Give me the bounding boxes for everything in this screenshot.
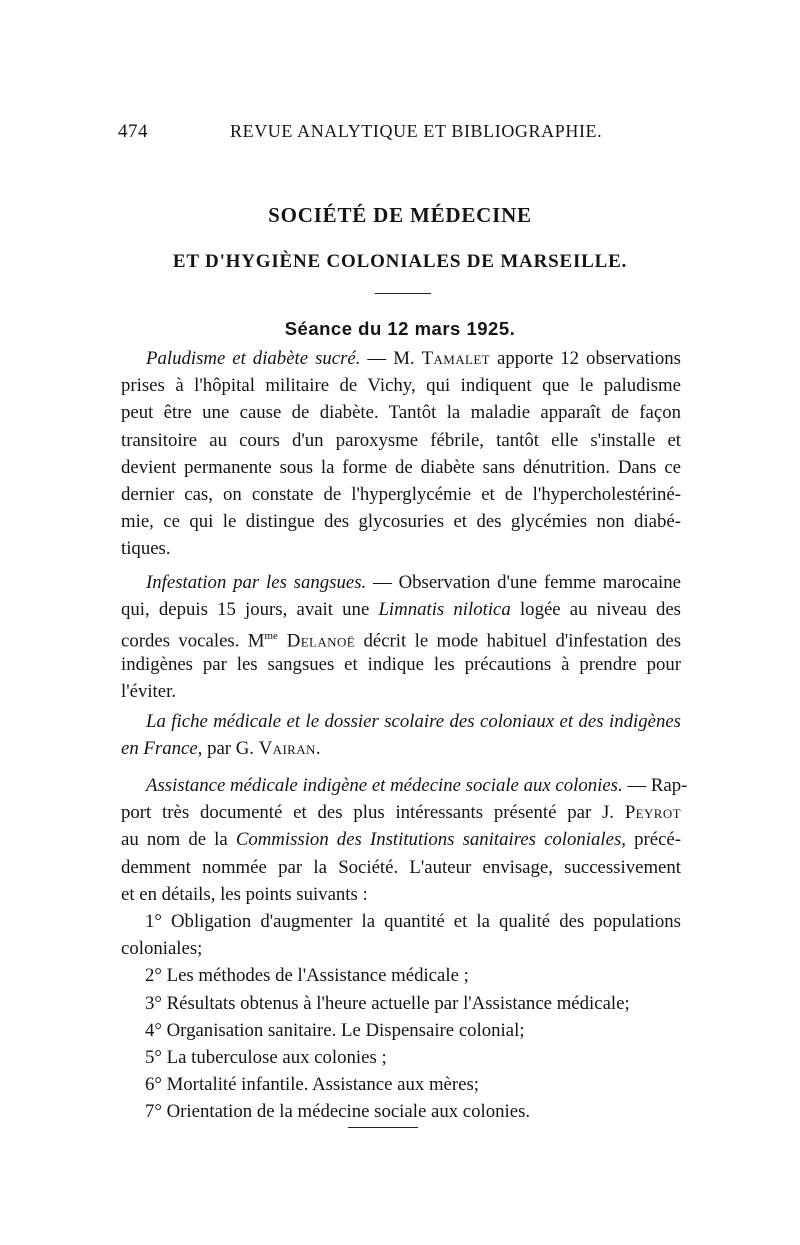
page-number: 474 [118,121,148,142]
para3-line2: en France, par G. Vairan. [121,738,321,760]
para4-line1: Assistance médicale indigène et médecine sociale aux colonies. — Rap- [146,775,688,796]
para4-line4: demment nommée par la Société. L'auteur envisage, successivement [121,856,681,878]
para4-line2: port très documenté et des plus intéressants présenté par J. Peyrot [121,802,681,824]
para1-heading: Paludisme et diabète sucré. [146,348,361,369]
para4-heading: Assistance médicale indigène et médecine sociale aux colonies. [146,775,623,796]
species-name: Limnatis nilotica [378,599,511,621]
society-subtitle: ET D'HYGIÈNE COLONIALES DE MARSEILLE. [172,251,628,272]
author-name: Delanoë [277,630,356,652]
para2-line5: l'éviter. [121,680,177,702]
session-date: Séance du 12 mars 1925. [284,318,516,339]
para1-line8: tiques. [121,538,171,560]
para1-line2: prises à l'hôpital militaire de Vichy, qui indiquent que le paludisme [121,375,681,397]
list-item-continuation: coloniales; [121,938,203,960]
list-item: 1° Obligation d'augmenter la quantité et la qualité des populations [145,910,681,932]
running-title: REVUE ANALYTIQUE ET BIBLIOGRAPHIE. [230,121,603,141]
list-item: 6° Mortalité infantile. Assistance aux mères; [145,1074,480,1096]
para3-line1: La fiche médicale et le dossier scolaire des coloniaux et des indigènes [146,711,681,732]
para2-line2: qui, depuis 15 jours, avait une Limnatis nilotica logée au niveau des [121,599,681,621]
para2-line1: Infestation par les sangsues. — Observation d'une femme marocaine [146,572,681,593]
para2-line4: indigènes par les sangsues et indique les précautions à prendre pour [121,653,681,675]
para2-line3: cordes vocales. $M^{me}$ Delanoë décrit le mode habituel d'infestation des [121,630,682,652]
para2-heading: Infestation par les sangsues. [146,572,367,593]
para4-line5: et en détails, les points suivants : [121,883,368,905]
end-rule [348,1127,418,1128]
list-item: 4° Organisation sanitaire. Le Dispensaire colonial; [145,1019,525,1041]
list-item: 5° La tuberculose aux colonies ; [145,1046,387,1068]
para1-line5: devient permanente sous la forme de diabète sans dénutrition. Dans ce [121,456,681,478]
abstract-assistance-medicale [121,772,688,1125]
para1-line7: mie, ce qui le distingue des glycosuries et des glycémies non diabé- [121,511,681,533]
para1-line1: Paludisme et diabète sucré. — M. Tamalet apporte 12 observations [146,348,681,369]
running-head [118,121,683,145]
abstract-paludisme [121,345,681,563]
para4-line3: au nom de la Commission des Institutions sanitaires coloniales, précé- [121,829,681,851]
title-rule [375,293,431,294]
list-item: 2° Les méthodes de l'Assistance médicale ; [145,965,469,987]
para1-line6: dernier cas, on constate de l'hyperglycémie et de l'hypercholestériné- [121,483,681,505]
society-title: SOCIÉTÉ DE MÉDECINE [268,203,532,227]
author-name: Peyrot [624,802,681,824]
abstract-fiche-medicale [121,708,681,762]
author-name: Tamalet [421,348,491,369]
abstract-sangsues [121,569,681,705]
list-item: 3° Résultats obtenus à l'heure actuelle par l'Assistance médicale; [145,992,630,1014]
para1-line3: peut être une cause de diabète. Tantôt la maladie apparaît de façon [121,402,681,424]
author-name: Vairan [258,738,316,760]
list-item: 7° Orientation de la médecine sociale aux colonies. [145,1101,531,1123]
para1-line4: transitoire au cours d'un paroxysme fébrile, tantôt elle s'installe et [121,429,681,451]
